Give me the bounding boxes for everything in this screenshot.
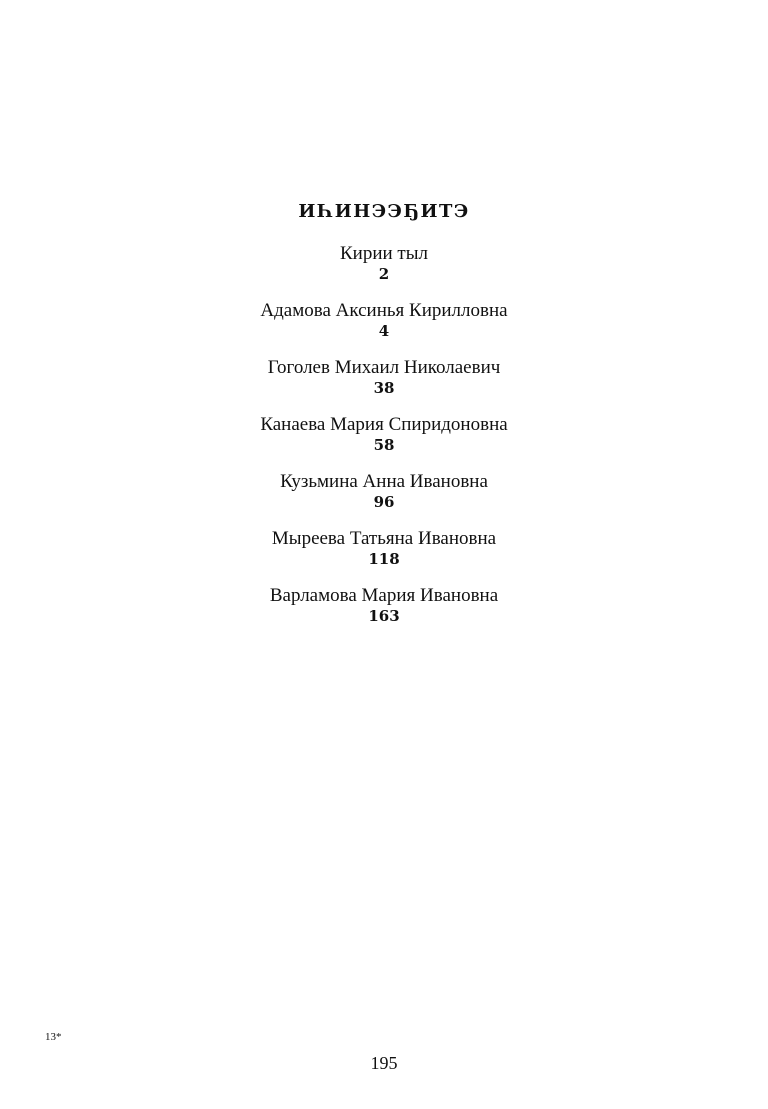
- table-of-contents: [0, 243, 768, 642]
- toc-entry: [0, 528, 768, 585]
- toc-entry: [0, 585, 768, 642]
- toc-entry: [0, 471, 768, 528]
- toc-entry-page-number: 118: [368, 550, 400, 568]
- toc-entry-title: Гоголев Михаил Николаевич: [267, 357, 501, 378]
- table-of-contents-heading: ИҺИНЭЭҔИТЭ: [298, 201, 470, 222]
- printer-sheet-mark: 13*: [45, 1031, 62, 1043]
- toc-entry-title: Кузьмина Анна Ивановна: [280, 471, 488, 492]
- toc-entry: [0, 243, 768, 300]
- toc-entry-title: Кирии тыл: [340, 243, 428, 264]
- toc-entry-page-number: 96: [373, 493, 395, 511]
- toc-entry-title: Варламова Мария Ивановна: [269, 585, 499, 606]
- page-number: 195: [370, 1053, 398, 1073]
- toc-entry-page-number: 38: [373, 379, 395, 397]
- toc-entry: [0, 414, 768, 471]
- toc-entry-page-number: 58: [373, 436, 395, 454]
- toc-entry-title: Канаева Мария Спиридоновна: [260, 414, 508, 435]
- toc-entry: [0, 357, 768, 414]
- toc-entry-title: Мыреева Татьяна Ивановна: [271, 528, 497, 549]
- toc-entry-page-number: 163: [368, 607, 400, 625]
- toc-entry-page-number: 4: [378, 322, 390, 340]
- toc-entry-title: Адамова Аксинья Кирилловна: [260, 300, 508, 321]
- toc-entry-page-number: 2: [378, 265, 390, 283]
- toc-entry: [0, 300, 768, 357]
